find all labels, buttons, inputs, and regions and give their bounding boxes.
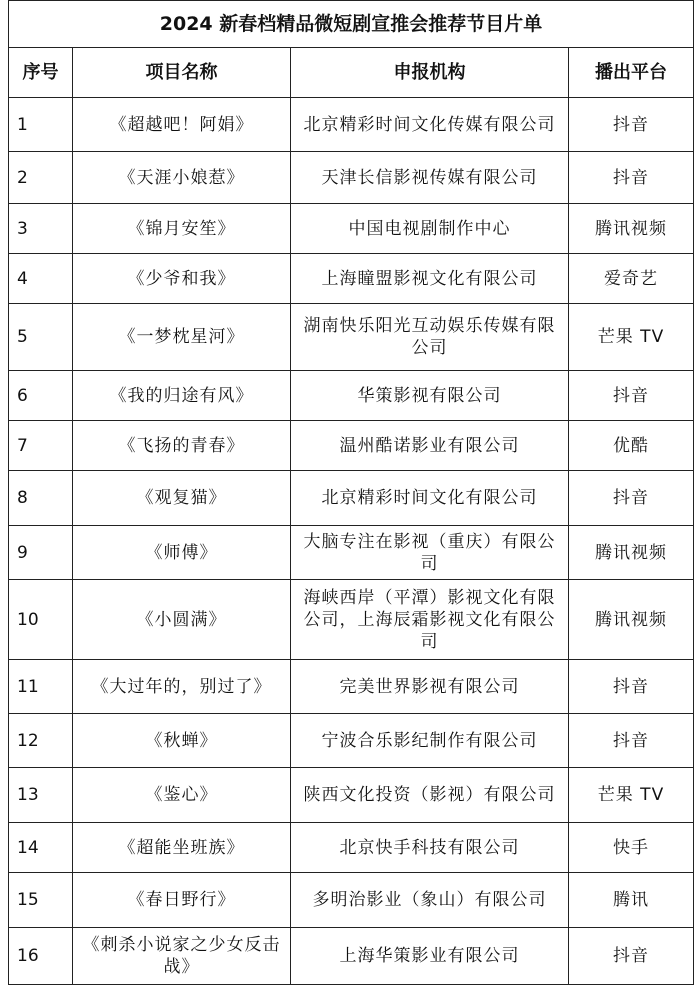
row-index: 16 [9,928,73,985]
row-platform: 芒果 TV [569,768,694,823]
row-program-name: 《少爷和我》 [73,254,291,304]
table-row [9,873,694,928]
table-row [9,204,694,254]
row-program-name: 《锦月安笙》 [73,204,291,254]
row-program-name: 《大过年的，别过了》 [73,660,291,714]
row-index: 12 [9,714,73,768]
row-index: 1 [9,98,73,152]
row-program-name: 《观复猫》 [73,471,291,526]
row-program-name: 《我的归途有风》 [73,371,291,421]
row-index: 15 [9,873,73,928]
row-platform: 抖音 [569,928,694,985]
table-row [9,660,694,714]
row-platform: 腾讯 [569,873,694,928]
title-row [9,1,694,48]
row-organization: 北京精彩时间文化传媒有限公司 [291,98,569,152]
row-index: 3 [9,204,73,254]
table-row [9,928,694,985]
row-organization: 温州酷诺影业有限公司 [291,421,569,471]
row-organization: 大脑专注在影视（重庆）有限公司 [291,526,569,580]
row-platform: 芒果 TV [569,304,694,371]
row-platform: 抖音 [569,152,694,204]
row-index: 11 [9,660,73,714]
row-platform: 腾讯视频 [569,526,694,580]
row-program-name: 《鉴心》 [73,768,291,823]
table-row [9,304,694,371]
row-program-name: 《天涯小娘惹》 [73,152,291,204]
header-name: 项目名称 [73,48,291,98]
table-row [9,714,694,768]
table-row [9,768,694,823]
row-index: 8 [9,471,73,526]
row-organization: 华策影视有限公司 [291,371,569,421]
row-platform: 抖音 [569,98,694,152]
row-index: 2 [9,152,73,204]
row-platform: 抖音 [569,471,694,526]
row-program-name: 《春日野行》 [73,873,291,928]
row-program-name: 《飞扬的青春》 [73,421,291,471]
row-index: 4 [9,254,73,304]
row-index: 14 [9,823,73,873]
row-program-name: 《刺杀小说家之少女反击战》 [73,928,291,985]
row-program-name: 《秋蝉》 [73,714,291,768]
row-platform: 抖音 [569,660,694,714]
row-organization: 多明治影业（象山）有限公司 [291,873,569,928]
table-row [9,823,694,873]
table-row [9,152,694,204]
row-organization: 北京精彩时间文化有限公司 [291,471,569,526]
row-index: 9 [9,526,73,580]
row-organization: 陕西文化投资（影视）有限公司 [291,768,569,823]
row-index: 13 [9,768,73,823]
program-table [8,0,694,985]
row-program-name: 《一梦枕星河》 [73,304,291,371]
table-row [9,471,694,526]
row-index: 10 [9,580,73,660]
table-row [9,526,694,580]
row-program-name: 《小圆满》 [73,580,291,660]
row-organization: 湖南快乐阳光互动娱乐传媒有限公司 [291,304,569,371]
row-platform: 快手 [569,823,694,873]
row-program-name: 《师傅》 [73,526,291,580]
row-organization: 海峡西岸（平潭）影视文化有限公司，上海辰霜影视文化有限公司 [291,580,569,660]
header-platform: 播出平台 [569,48,694,98]
row-organization: 天津长信影视传媒有限公司 [291,152,569,204]
table-row [9,254,694,304]
row-program-name: 《超越吧！阿娟》 [73,98,291,152]
row-index: 6 [9,371,73,421]
header-org: 申报机构 [291,48,569,98]
row-organization: 上海华策影业有限公司 [291,928,569,985]
table-row [9,371,694,421]
row-index: 7 [9,421,73,471]
row-platform: 优酷 [569,421,694,471]
row-organization: 北京快手科技有限公司 [291,823,569,873]
row-organization: 上海瞳盟影视文化有限公司 [291,254,569,304]
header-index: 序号 [9,48,73,98]
table-row [9,98,694,152]
row-platform: 爱奇艺 [569,254,694,304]
table-row [9,580,694,660]
header-row [9,48,694,98]
row-organization: 中国电视剧制作中心 [291,204,569,254]
row-platform: 抖音 [569,714,694,768]
row-platform: 腾讯视频 [569,580,694,660]
row-organization: 完美世界影视有限公司 [291,660,569,714]
row-index: 5 [9,304,73,371]
row-organization: 宁波合乐影纪制作有限公司 [291,714,569,768]
table-body [9,98,694,985]
row-platform: 腾讯视频 [569,204,694,254]
table-title: 2024 新春档精品微短剧宣推会推荐节目片单 [9,1,694,48]
table-row [9,421,694,471]
row-platform: 抖音 [569,371,694,421]
row-program-name: 《超能坐班族》 [73,823,291,873]
program-list-document [8,0,693,985]
